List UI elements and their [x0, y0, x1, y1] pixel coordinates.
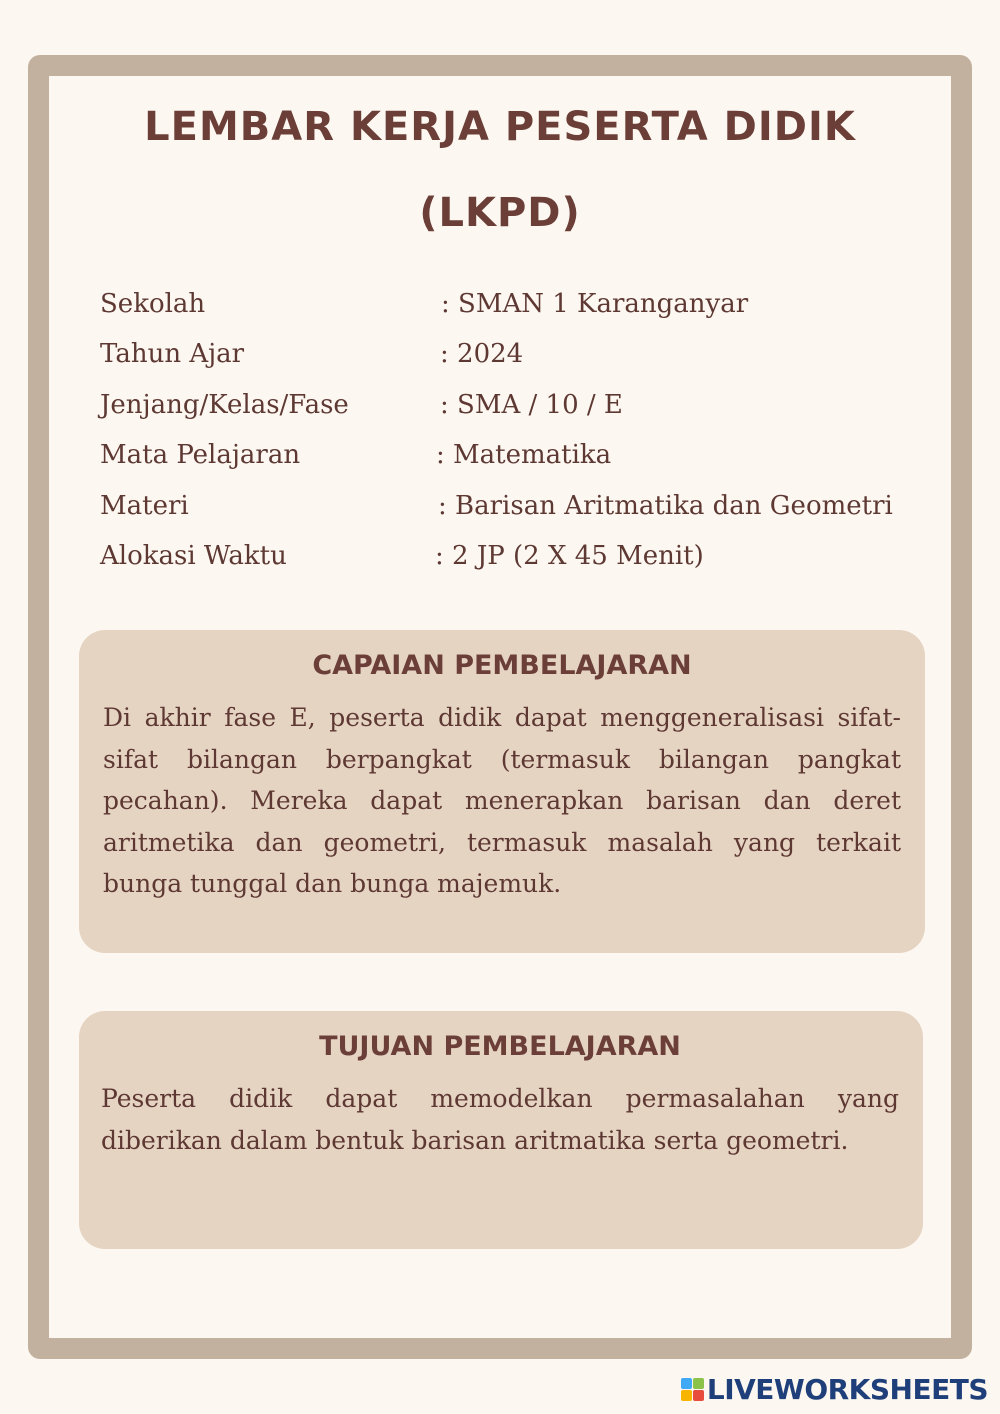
- info-value: : 2 JP (2 X 45 Menit): [435, 541, 704, 571]
- capaian-text: Di akhir fase E, peserta didik dapat menggeneralisasi sifat-sifat bilangan berpangkat (termasuk bilangan pangkat pecahan). Mereka dapat menerapkan barisan dan deret aritmetika dan geometri, termasuk masalah yang terkait bunga tunggal dan bunga majemuk.: [103, 703, 901, 898]
- info-value: : SMA / 10 / E: [440, 390, 623, 420]
- info-value: : SMAN 1 Karanganyar: [441, 289, 749, 319]
- liveworksheets-brand: [681, 1372, 988, 1406]
- page-title: LEMBAR KERJA PESERTA DIDIK: [144, 104, 856, 150]
- tujuan-heading: TUJUAN PEMBELAJARAN: [319, 1031, 681, 1062]
- tujuan-text: Peserta didik dapat memodelkan permasalahan yang diberikan dalam bentuk barisan aritmatika serta geometri.: [101, 1084, 899, 1155]
- logo-square-icon: [693, 1378, 704, 1389]
- info-value: : 2024: [440, 339, 524, 369]
- brand-name: LIVEWORKSHEETS: [706, 1372, 988, 1406]
- info-value: : Matematika: [436, 440, 612, 470]
- info-label: Materi: [100, 491, 189, 521]
- logo-square-icon: [681, 1390, 692, 1401]
- info-label: Jenjang/Kelas/Fase: [100, 390, 349, 420]
- info-label: Mata Pelajaran: [100, 440, 301, 470]
- logo-square-icon: [681, 1378, 692, 1389]
- page-subtitle: (LKPD): [419, 190, 581, 236]
- logo-square-icon: [693, 1390, 704, 1401]
- info-label: Alokasi Waktu: [100, 541, 287, 571]
- info-label: Sekolah: [100, 289, 206, 319]
- tujuan-pembelajaran-box: [79, 1011, 923, 1249]
- info-label: Tahun Ajar: [100, 339, 245, 369]
- liveworksheets-logo-icon: [681, 1378, 704, 1401]
- capaian-heading: CAPAIAN PEMBELAJARAN: [312, 650, 692, 681]
- capaian-pembelajaran-box: [79, 630, 925, 953]
- info-value: : Barisan Aritmatika dan Geometri: [438, 491, 893, 521]
